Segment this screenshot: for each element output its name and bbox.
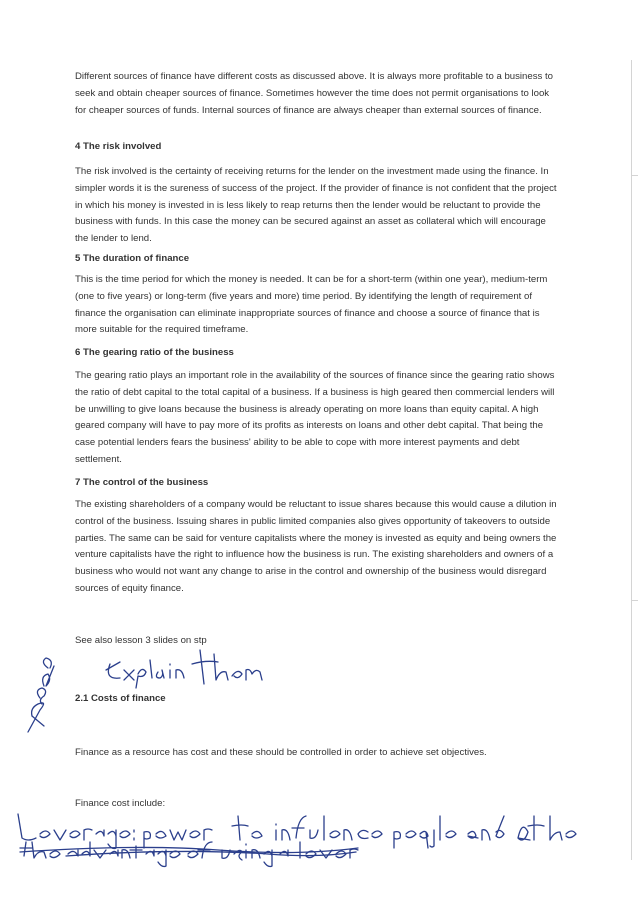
heading-duration: 5 The duration of finance bbox=[75, 253, 190, 264]
finance-cost-include: Finance cost include: bbox=[75, 798, 166, 809]
finance-resource-sentence: Finance as a resource has cost and these should be controlled in order to achieve set objectives. bbox=[75, 747, 487, 758]
page-edge-tick bbox=[631, 600, 638, 601]
heading-risk: 4 The risk involved bbox=[75, 141, 162, 152]
duration-paragraph: This is the time period for which the money is needed. It can be for a short-term (within one year), medium-term (one to five years) or long-term (five years and more) time period. By identifying the length of requirement of finance the organisation can eliminate inappropriate sources of finance and choose a source of finance that is more suitable for the required timeframe. bbox=[75, 274, 548, 336]
intro-paragraph: Different sources of finance have different costs as discussed above. It is always more profitable to a business to seek and obtain cheaper sources of finance. Sometimes however the time does not permit organisations to look for cheaper sources of funds. Internal sources of finance are always cheaper than external sources of finance. bbox=[75, 71, 553, 116]
heading-control: 7 The control of the business bbox=[75, 477, 209, 488]
handwritten-redo-note bbox=[18, 660, 58, 740]
see-also-note: See also lesson 3 slides on stp bbox=[75, 635, 207, 646]
risk-paragraph: The risk involved is the certainty of receiving returns for the lender on the investment made using the finance. In simpler words it is the sureness of success of the project. If the provider of finance is not confident that the project in which his money is invested in is less likely to reap returns then the lender would be reluctant to provide the business with funds. In this case the money can be secured against an asset as collateral which will encourage the lender to lend. bbox=[75, 166, 557, 245]
handwritten-struck-line bbox=[18, 838, 358, 868]
gearing-paragraph: The gearing ratio plays an important role in the availability of the sources of finance since the gearing ratio shows the ratio of debt capital to the total capital of a business. If a business is high geared then commercial lenders will be unwilling to give loans because the business is already operating on more loans than equity capital. A high geared company will have to pay more of its profits as interests on loans and other debt capital. That being the case potential lenders fears the business' ability to be able to cope with more interest payments and debt settlement. bbox=[75, 370, 555, 465]
handwritten-explain-them bbox=[100, 640, 280, 690]
page-edge-tick bbox=[631, 175, 638, 176]
control-paragraph: The existing shareholders of a company would be reluctant to issue shares because this would cause a dilution in control of the business. Issuing shares in public limited companies also gives opportunity of takeovers to outside parties. The same can be said for venture capitalists where the money is invested as equity and being owners the venture capitalists have the right to influence how the business is run. The existing shareholders and owners of a business who would not want any change to arise in the control and ownership of the business would disregard sources of equity finance. bbox=[75, 499, 557, 594]
heading-gearing: 6 The gearing ratio of the business bbox=[75, 347, 234, 358]
page-edge-line bbox=[631, 60, 632, 860]
heading-costs-of-finance: 2.1 Costs of finance bbox=[75, 693, 166, 704]
